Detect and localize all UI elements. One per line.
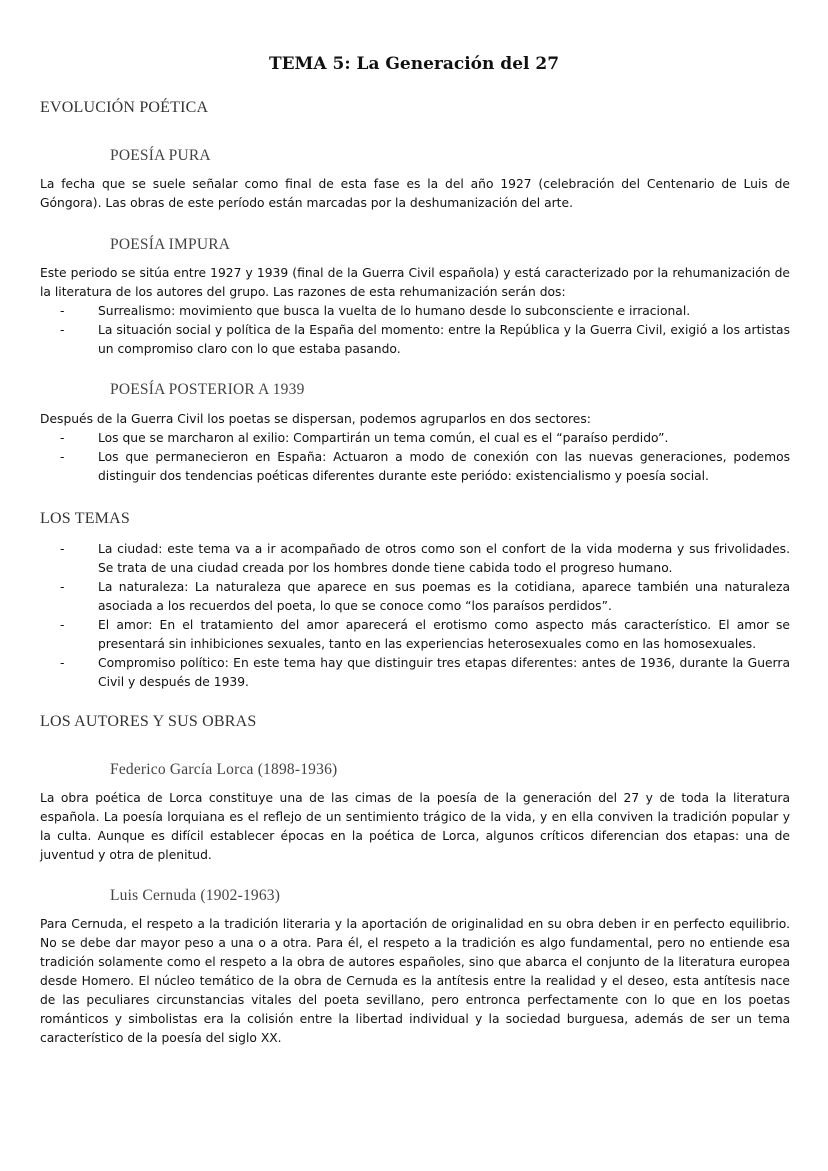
list-item (40, 616, 790, 654)
paragraph-lorca: La obra poética de Lorca constituye una de las cimas de la poesía de la generación del 27 y de toda la literatura española. La poesía lorquiana es el reflejo de un sentimiento trágico de la vida, y en ella conviven la tradición popular y la culta. Aunque es difícil establecer épocas en la poética de Lorca, algunos críticos diferencian dos etapas: una de juventud y otra de plenitud. (40, 791, 790, 862)
bullet-dash: - (60, 431, 65, 445)
list-item (40, 448, 790, 486)
paragraph-poesia-posterior: Después de la Guerra Civil los poetas se dispersan, podemos agruparlos en dos sectores: (40, 412, 591, 426)
paragraph-poesia-impura: Este periodo se sitúa entre 1927 y 1939 (final de la Guerra Civil española) y está caracterizado por la rehumanización de la literatura de los autores del grupo. Las razones de esta rehumanización serán dos: (40, 266, 790, 299)
bullet-dash: - (60, 542, 65, 556)
heading-lorca: Federico García Lorca (1898-1936) (110, 761, 338, 778)
list-item (40, 540, 790, 578)
list-item (40, 429, 790, 448)
bullet-dash: - (60, 580, 65, 594)
list-item-text: Los que se marcharon al exilio: Compartirán un tema común, el cual es el “paraíso perdido”. (98, 431, 669, 445)
bullet-dash: - (60, 656, 65, 670)
heading-autores-obras: LOS AUTORES Y SUS OBRAS (40, 713, 257, 730)
list-item (40, 321, 790, 359)
paragraph-poesia-pura: La fecha que se suele señalar como final de esta fase es la del año 1927 (celebración del Centenario de Luis de Góngora). Las obras de este período están marcadas por la deshumanización del arte. (40, 177, 790, 210)
list-los-temas (40, 540, 790, 692)
list-item-text: Los que permanecieron en España: Actuaron a modo de conexión con las nuevas generaciones, podemos distinguir dos tendencias poéticas diferentes durante este periódo: existencialismo y poesía social. (98, 450, 790, 483)
bullet-dash: - (60, 323, 65, 337)
bullet-dash: - (60, 618, 65, 632)
heading-poesia-pura: POESÍA PURA (110, 147, 211, 164)
list-item-text: La ciudad: este tema va a ir acompañado de otros como son el confort de la vida moderna y sus frivolidades. Se trata de una ciudad creada por los hombres donde tiene cabida todo el progreso humano. (98, 542, 790, 575)
list-item-text: Compromiso político: En este tema hay que distinguir tres etapas diferentes: antes de 1936, durante la Guerra Civil y después de 1939. (98, 656, 790, 689)
page-title: TEMA 5: La Generación del 27 (268, 54, 560, 74)
heading-poesia-impura: POESÍA IMPURA (110, 236, 231, 253)
heading-los-temas: LOS TEMAS (40, 510, 130, 527)
heading-poesia-posterior: POESÍA POSTERIOR A 1939 (110, 381, 305, 398)
list-item (40, 578, 790, 616)
list-item (40, 302, 790, 321)
list-item-text: La situación social y política de la España del momento: entre la República y la Guerra Civil, exigió a los artistas un compromiso claro con lo que estaba pasando. (98, 323, 790, 356)
list-item-text: Surrealismo: movimiento que busca la vuelta de lo humano desde lo subconsciente e irracional. (98, 304, 691, 318)
list-poesia-posterior (40, 429, 790, 486)
list-item-text: El amor: En el tratamiento del amor aparecerá el erotismo como aspecto más característico. El amor se presentará sin inhibiciones sexuales, tanto en las experiencias heterosexuales como en las homosexuales. (98, 618, 790, 651)
list-item-text: La naturaleza: La naturaleza que aparece en sus poemas es la cotidiana, aparece también una naturaleza asociada a los recuerdos del poeta, lo que se conoce como “los paraísos perdidos”. (98, 580, 790, 613)
paragraph-cernuda: Para Cernuda, el respeto a la tradición literaria y la aportación de originalidad en su obra deben ir en perfecto equilibrio. No se debe dar mayor peso a una o a otra. Para él, el respeto a la tradición es algo fundamental, pero no entiende esa tradición solamente como el respeto a la obra de autores españoles, sino que abarca el conjunto de la literatura europea desde Homero. El núcleo temático de la obra de Cernuda es la antítesis entre la realidad y el deseo, esta antítesis nace de las peculiares circunstancias vitales del poeta sevillano, pero entronca perfectamente con lo que en los poetas románticos y simbolistas era la colisión entre la libertad individual y la sociedad burguesa, además de ser un tema característico de la poesía del siglo XX. (40, 917, 790, 1045)
bullet-dash: - (60, 304, 65, 318)
list-poesia-impura (40, 302, 790, 359)
heading-cernuda: Luis Cernuda (1902-1963) (110, 887, 281, 904)
list-item (40, 654, 790, 692)
heading-evolucion-poetica: EVOLUCIÓN POÉTICA (40, 99, 209, 116)
bullet-dash: - (60, 450, 65, 464)
